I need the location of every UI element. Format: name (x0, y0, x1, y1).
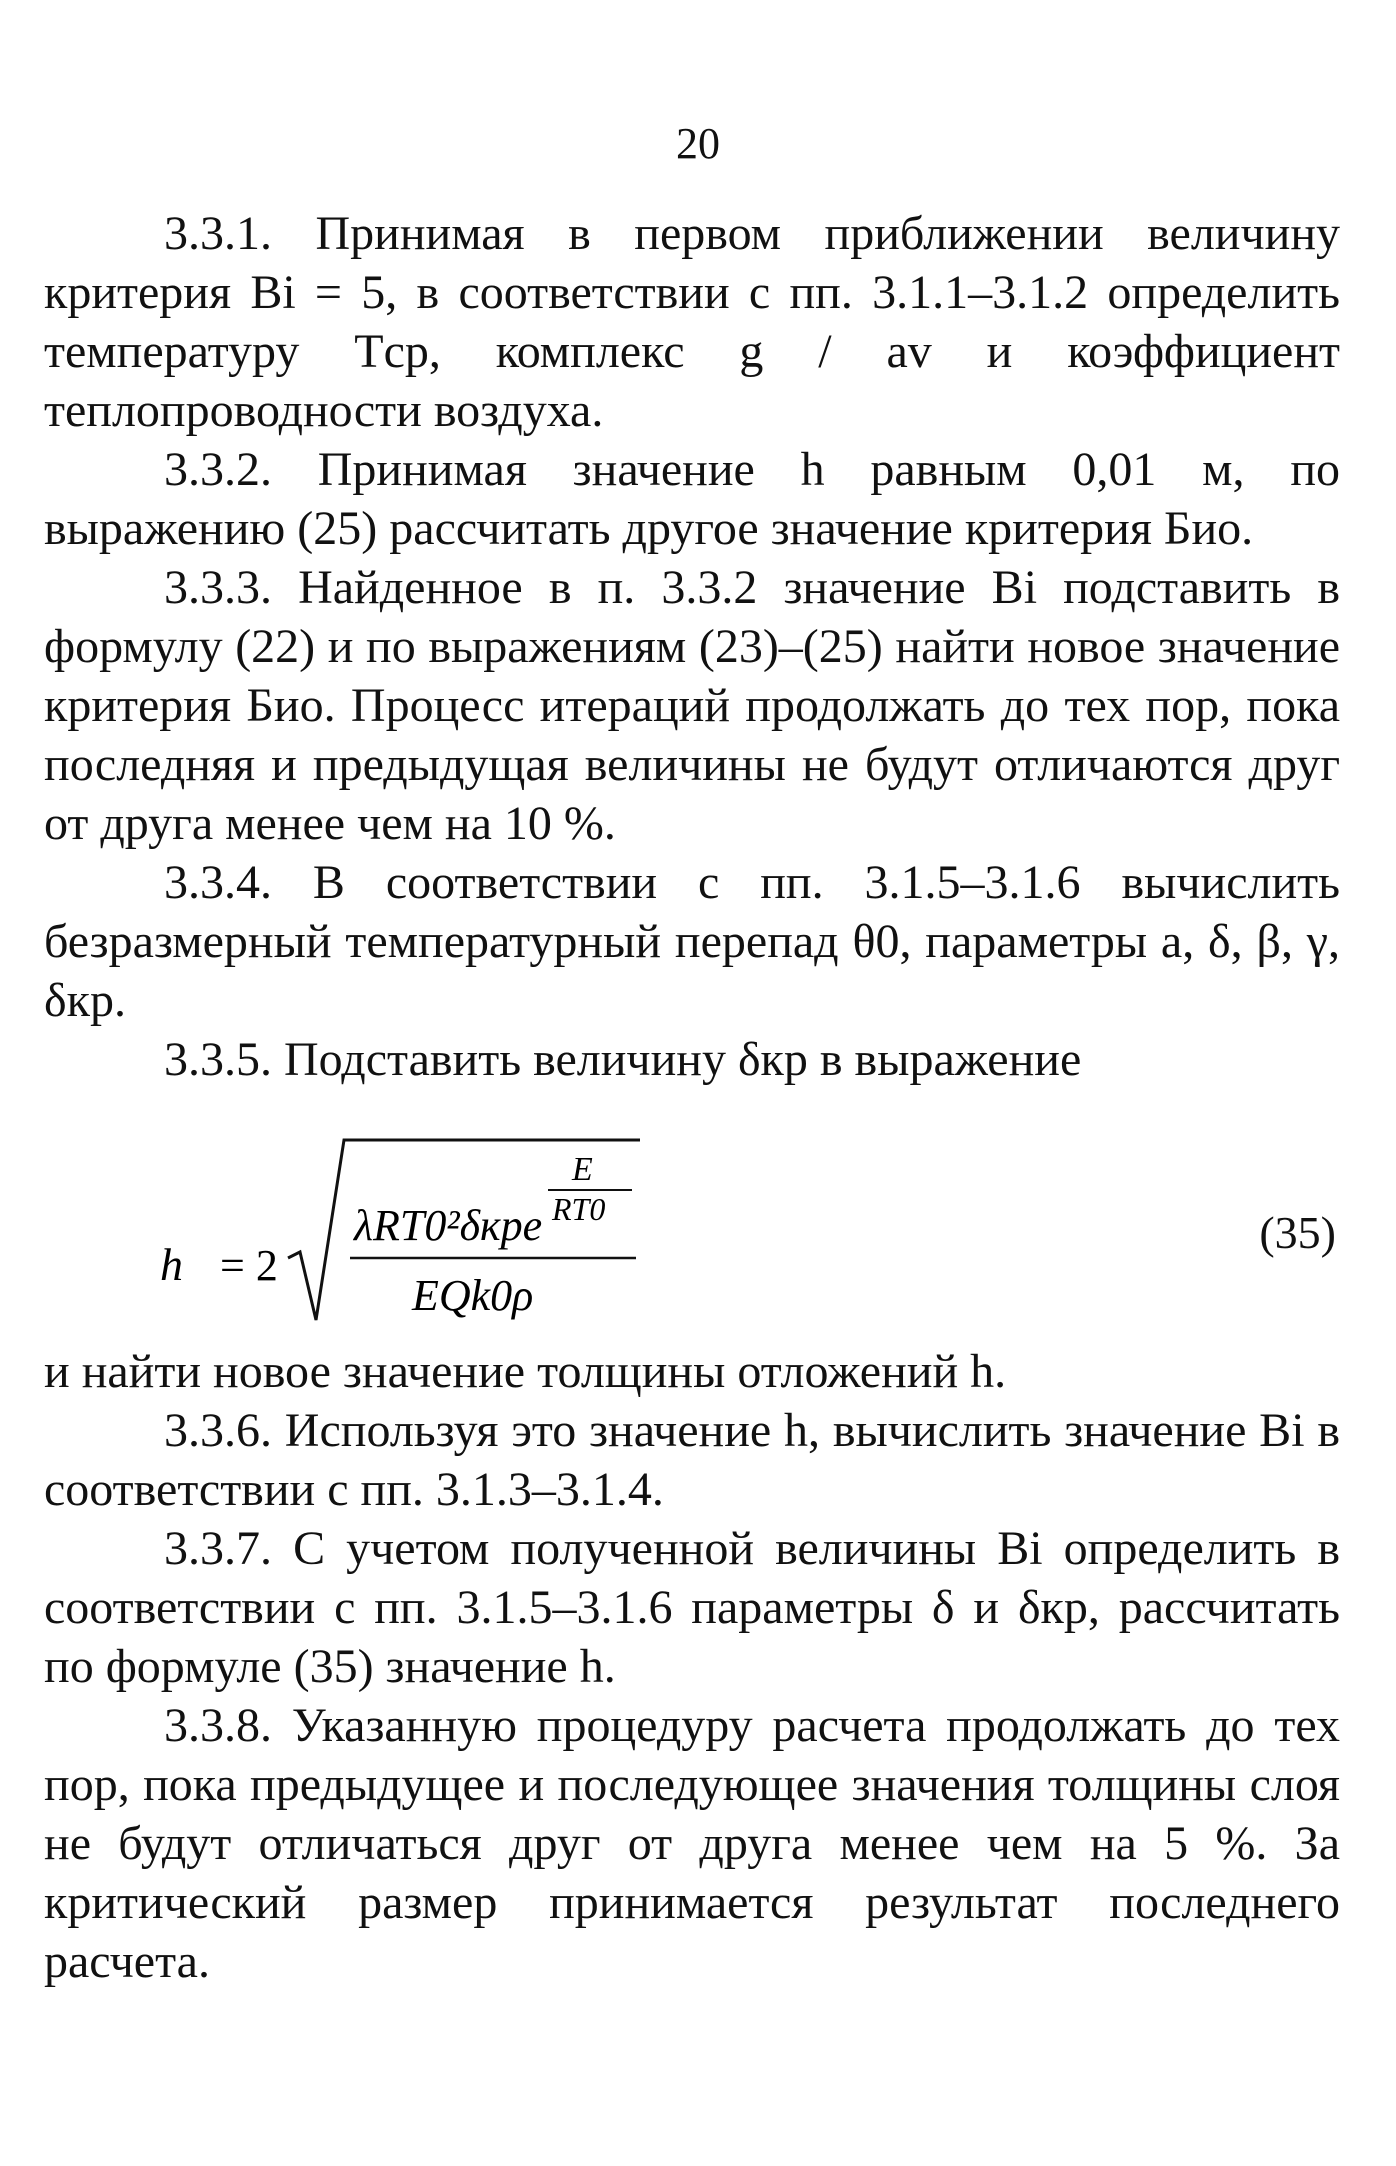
text-block-top (44, 204, 1340, 1089)
paragraph-3-3-5: 3.3.5. Подставить величину δкр в выражение (164, 1033, 1082, 1086)
formula-35 (0, 1130, 1396, 1330)
paragraph-3-3-1: 3.3.1. Принимая в первом приближении величину критерия Bi = 5, в соответствии с пп. 3.1.1–3.1.2 определить температуру Tср, комплекс g / av и коэффициент теплопроводности воздуха. (44, 207, 1340, 437)
formula-denominator: EQk0ρ (412, 1271, 534, 1320)
formula-numerator: λRT0²δкрe (354, 1201, 543, 1250)
text-block-bottom (44, 1342, 1340, 1991)
exponent-numerator: E (572, 1151, 593, 1188)
paragraph-3-3-7: 3.3.7. С учетом полученной величины Bi определить в соответствии с пп. 3.1.5–3.1.6 параметры δ и δкр, рассчитать по формуле (35) значение h. (44, 1522, 1340, 1693)
paragraph-3-3-3: 3.3.3. Найденное в п. 3.3.2 значение Bi подставить в формулу (22) и по выражениям (23)–(25) найти новое значение критерия Био. Процесс итераций продолжать до тех пор, пока последняя и предыдущая величины не будут отличаются друг от друга менее чем на 10 %. (44, 561, 1340, 850)
formula-lhs: h (160, 1239, 183, 1290)
formula-graphic (0, 1130, 1396, 1330)
paragraph-after-formula: и найти новое значение толщины отложений h. (44, 1345, 1007, 1398)
page-number: 20 (676, 119, 720, 168)
paragraph-3-3-2: 3.3.2. Принимая значение h равным 0,01 м, по выражению (25) рассчитать другое значение критерия Био. (44, 443, 1340, 555)
paragraph-3-3-8: 3.3.8. Указанную процедуру расчета продолжать до тех пор, пока предыдущее и последующее значения толщины слоя не будут отличаться друг от друга менее чем на 5 %. За критический размер принимается результат последнего расчета. (44, 1699, 1340, 1988)
equation-number: (35) (1259, 1207, 1336, 1258)
exponent-denominator: RT0 (552, 1191, 606, 1227)
formula-coef: = 2 (220, 1241, 278, 1290)
paragraph-3-3-6: 3.3.6. Используя это значение h, вычислить значение Bi в соответствии с пп. 3.1.3–3.1.4. (44, 1404, 1340, 1516)
paragraph-3-3-4: 3.3.4. В соответствии с пп. 3.1.5–3.1.6 вычислить безразмерный температурный перепад θ0, параметры a, δ, β, γ, δкр. (44, 856, 1340, 1027)
